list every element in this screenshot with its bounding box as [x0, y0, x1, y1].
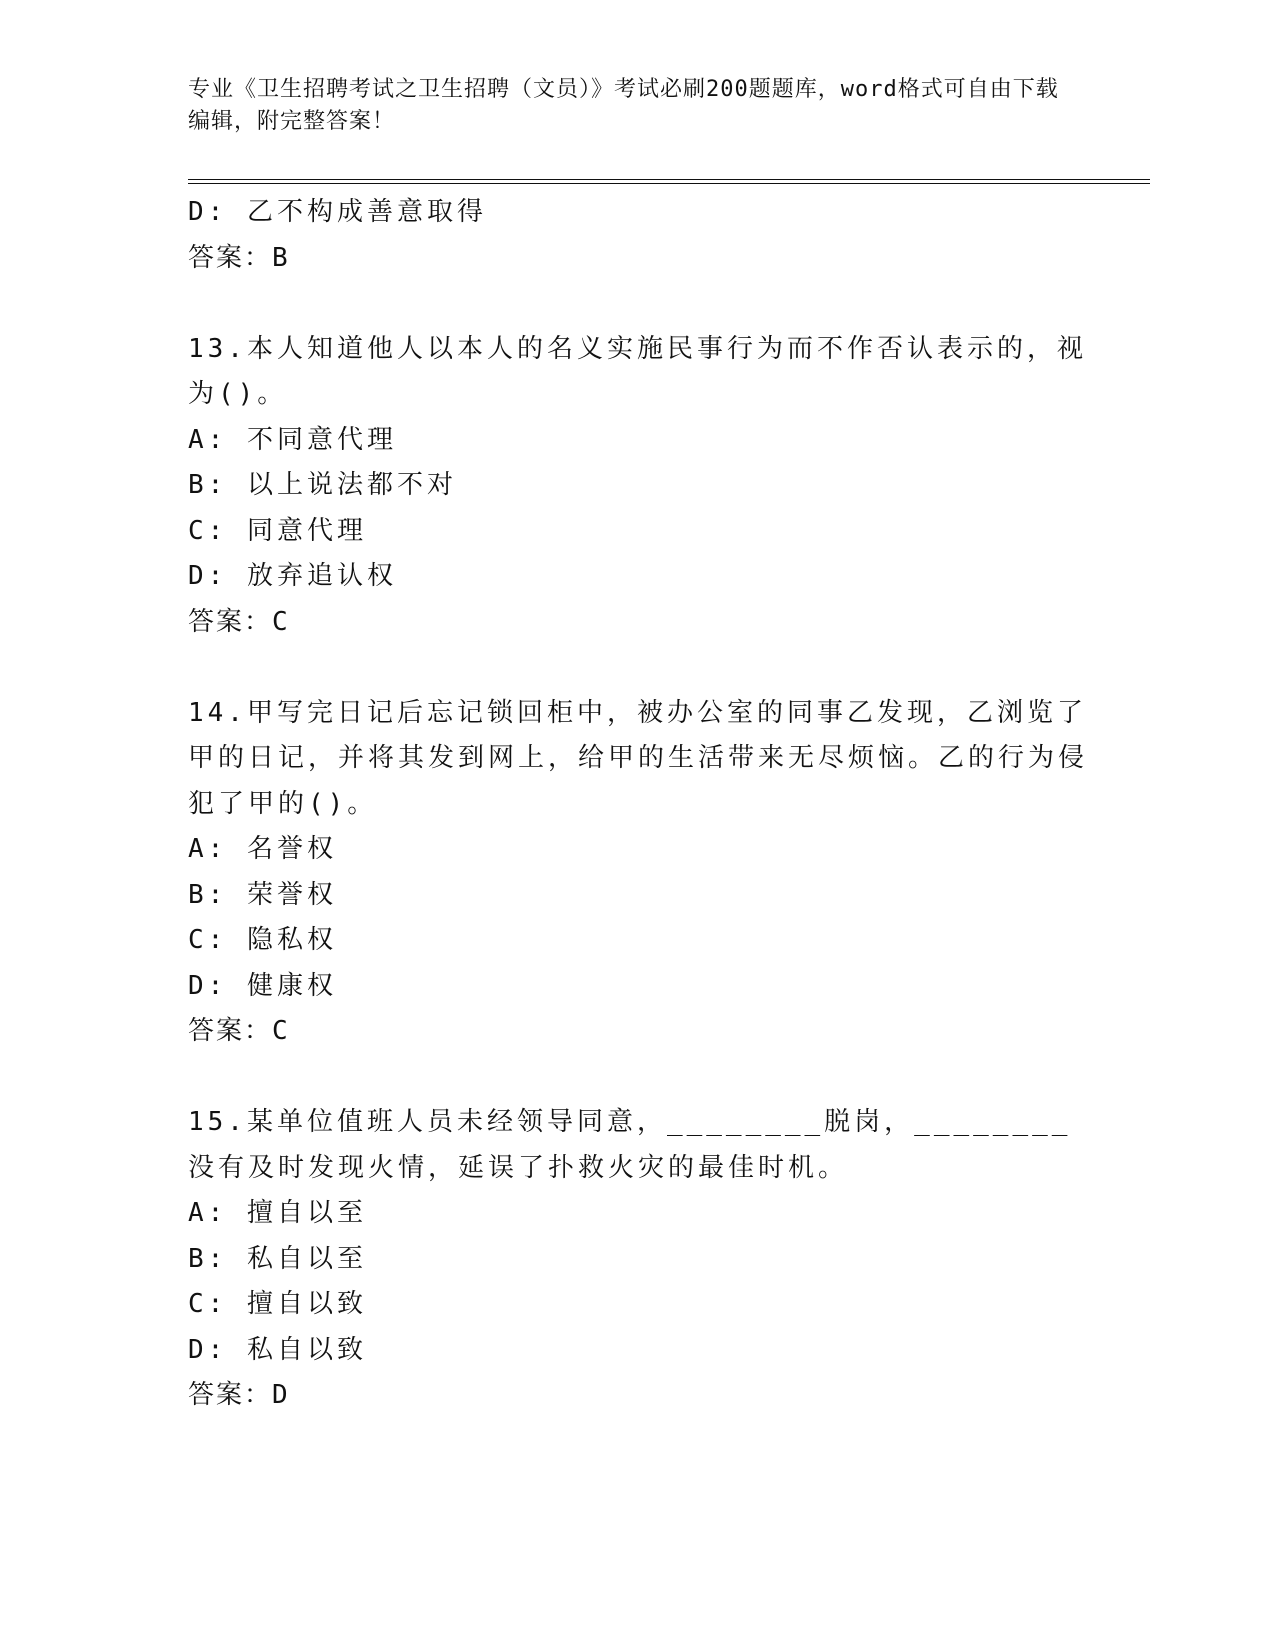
option-b: B: 以上说法都不对 [188, 470, 457, 500]
question-15 [188, 1100, 1088, 1419]
header-divider-top [188, 179, 1150, 180]
header-divider-bottom [188, 183, 1150, 184]
question-13 [188, 327, 1088, 646]
answer-value: B [272, 242, 290, 273]
question-14 [188, 691, 1088, 1055]
answer-label: 答案： [188, 242, 273, 273]
answer-label: 答案： [188, 1380, 273, 1410]
option-c: C: 同意代理 [188, 515, 367, 546]
option-c: C: 隐私权 [188, 925, 337, 955]
option-d: D: 放弃追认权 [188, 561, 397, 591]
answer-label: 答案： [188, 606, 273, 637]
spacer [188, 1055, 1088, 1101]
page-header: 专业《卫生招聘考试之卫生招聘（文员）》考试必刷200题题库，word格式可自由下载编辑，附完整答案！ [188, 77, 1059, 134]
answer-label: 答案： [188, 1016, 273, 1046]
question-title: 13.本人知道他人以本人的名义实施民事行为而不作否认表示的，视为()。 [188, 333, 1087, 409]
option-b: B: 荣誉权 [188, 879, 337, 910]
option-a: A: 擅自以至 [188, 1198, 367, 1228]
option-c: C: 擅自以致 [188, 1289, 367, 1319]
option-a: A: 不同意代理 [188, 424, 397, 455]
answer-value: C [272, 1016, 290, 1046]
carryover-option: D: 乙不构成善意取得 [188, 197, 487, 227]
option-d: D: 私自以致 [188, 1334, 367, 1365]
option-d: D: 健康权 [188, 970, 337, 1001]
question-list [188, 190, 1088, 1419]
question-title: 14.甲写完日记后忘记锁回柜中，被办公室的同事乙发现，乙浏览了甲的日记，并将其发到网上，给甲的生活带来无尽烦恼。乙的行为侵犯了甲的()。 [188, 697, 1089, 819]
option-a: A: 名誉权 [188, 834, 337, 864]
option-b: B: 私自以至 [188, 1243, 367, 1274]
carryover-answer [188, 236, 1088, 282]
question-answer [188, 1373, 1088, 1419]
spacer [188, 281, 1088, 327]
question-answer [188, 1009, 1088, 1055]
answer-value: C [272, 606, 290, 637]
question-answer [188, 600, 1088, 646]
question-title: 15.某单位值班人员未经领导同意，________脱岗，________没有及时发现火情，延误了扑救火灾的最佳时机。 [188, 1107, 1072, 1183]
spacer [188, 645, 1088, 691]
answer-value: D [272, 1380, 290, 1410]
